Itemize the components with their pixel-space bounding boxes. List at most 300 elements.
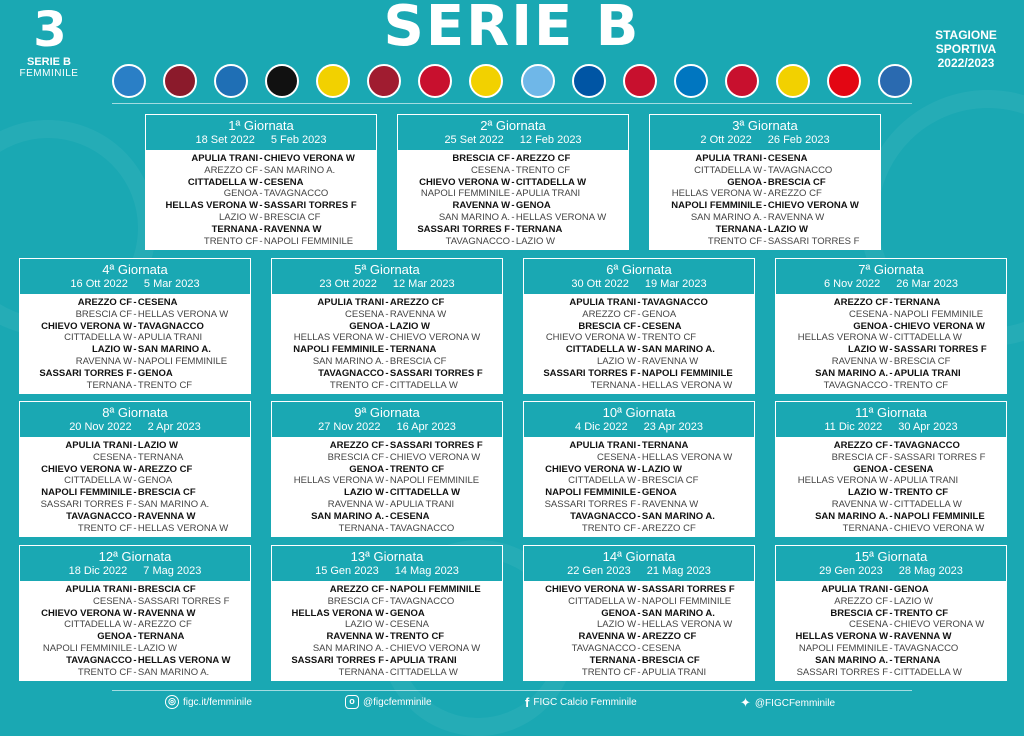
match-row	[776, 321, 1006, 333]
home-team: TAVAGNACCO	[66, 510, 133, 522]
match-separator: -	[385, 654, 389, 666]
return-leg-date: 30 Apr 2023	[898, 421, 958, 433]
first-leg-date: 23 Ott 2022	[319, 278, 377, 290]
away-team: GENOA	[137, 367, 173, 379]
match-row	[524, 643, 754, 655]
away-team: CESENA	[641, 320, 682, 332]
away-team: RAVENNA W	[137, 607, 196, 619]
team-crest-icon	[776, 64, 810, 98]
match-row	[272, 440, 502, 452]
home-team: CESENA	[93, 451, 133, 463]
match-row	[524, 321, 754, 333]
home-team: APULIA TRANI	[569, 297, 637, 308]
away-team: RAVENNA W	[893, 631, 952, 643]
away-team: SASSARI TORRES F	[389, 440, 483, 451]
match-row	[650, 200, 880, 212]
season-label	[916, 28, 1016, 70]
match-row	[20, 643, 250, 655]
team-crest-icon	[265, 64, 299, 98]
match-separator: -	[385, 475, 389, 487]
away-team: RAVENNA W	[641, 498, 699, 510]
away-team: TRENTO CF	[389, 463, 445, 475]
matchday-card	[775, 258, 1007, 394]
match-row	[776, 344, 1006, 356]
match-row	[272, 619, 502, 631]
match-separator: -	[637, 367, 641, 379]
home-team: TRENTO CF	[77, 522, 133, 534]
away-team: CHIEVO VERONA W	[893, 320, 985, 332]
match-row	[146, 153, 376, 165]
matchday-title: 1ª Giornata	[228, 118, 294, 133]
match-separator: -	[385, 607, 389, 619]
away-team: AREZZO CF	[515, 153, 571, 164]
match-row	[146, 165, 376, 177]
season-line1: STAGIONE	[935, 28, 997, 42]
match-separator: -	[511, 176, 515, 188]
away-team: RAVENNA W	[137, 510, 196, 522]
match-row	[272, 452, 502, 464]
away-team: HELLAS VERONA W	[641, 451, 733, 463]
return-leg-date: 5 Feb 2023	[270, 134, 327, 146]
match-list	[20, 296, 250, 391]
away-team: TAVAGNACCO	[389, 595, 455, 607]
match-row	[524, 584, 754, 596]
match-row	[272, 321, 502, 333]
match-separator: -	[511, 153, 515, 164]
home-team: SASSARI TORRES F	[796, 666, 889, 678]
match-row	[20, 511, 250, 523]
match-row	[650, 188, 880, 200]
away-team: NAPOLI FEMMINILE	[641, 367, 733, 379]
match-list	[524, 296, 754, 391]
instagram-icon: o	[345, 695, 359, 709]
match-row	[20, 356, 250, 368]
away-team: BRESCIA CF	[893, 355, 951, 367]
away-team: CESENA	[137, 297, 178, 308]
home-team: TERNANA	[86, 379, 133, 391]
matchday-card	[649, 114, 881, 250]
away-team: NAPOLI FEMMINILE	[263, 235, 354, 247]
match-row	[524, 309, 754, 321]
matchday-header	[776, 402, 1006, 439]
home-team: TRENTO CF	[77, 666, 133, 678]
match-separator: -	[637, 607, 641, 619]
home-team: CITTADELLA W	[568, 475, 637, 487]
footer-facebook[interactable]	[525, 695, 637, 710]
match-separator: -	[133, 344, 137, 356]
home-team: NAPOLI FEMMINILE	[293, 344, 385, 356]
matchday-title: 9ª Giornata	[354, 405, 420, 420]
away-team: CITTADELLA W	[389, 379, 458, 391]
match-separator: -	[133, 440, 137, 451]
match-list	[272, 439, 502, 534]
team-crest-icon	[878, 64, 912, 98]
match-row	[20, 499, 250, 511]
home-team: LAZIO W	[597, 355, 637, 367]
away-team: TRENTO CF	[389, 631, 445, 643]
match-separator: -	[889, 297, 893, 308]
match-row	[20, 608, 250, 620]
match-separator: -	[889, 654, 893, 666]
match-separator: -	[133, 666, 137, 678]
logo-line1: SERIE B	[26, 56, 71, 68]
match-separator: -	[637, 297, 641, 308]
away-team: APULIA TRANI	[641, 666, 707, 678]
away-team: TERNANA	[893, 654, 941, 666]
matchday-header	[776, 259, 1006, 296]
matchday-dates	[20, 278, 250, 291]
match-separator: -	[637, 308, 641, 320]
match-separator: -	[889, 510, 893, 522]
home-team: GENOA	[853, 463, 889, 475]
match-row	[20, 487, 250, 499]
match-row	[650, 224, 880, 236]
first-leg-date: 11 Dic 2022	[824, 421, 883, 433]
away-team: CHIEVO VERONA W	[263, 153, 355, 164]
matchday-dates	[524, 278, 754, 291]
match-separator: -	[763, 176, 767, 188]
match-separator: -	[637, 498, 641, 510]
match-separator: -	[133, 595, 137, 607]
match-separator: -	[133, 642, 137, 654]
matchday-title: 8ª Giornata	[102, 405, 168, 420]
away-team: LAZIO W	[137, 642, 177, 654]
match-row	[398, 212, 628, 224]
home-team: SAN MARINO A.	[690, 211, 763, 223]
match-row	[146, 200, 376, 212]
match-separator: -	[511, 223, 515, 235]
away-team: CHIEVO VERONA W	[893, 619, 985, 631]
match-row	[20, 297, 250, 309]
home-team: CHIEVO VERONA W	[41, 320, 133, 332]
match-separator: -	[385, 332, 389, 344]
return-leg-date: 26 Feb 2023	[767, 134, 830, 146]
match-separator: -	[259, 211, 263, 223]
match-row	[20, 368, 250, 380]
match-row	[650, 212, 880, 224]
first-leg-date: 6 Nov 2022	[823, 278, 881, 290]
match-separator: -	[889, 631, 893, 643]
footer	[0, 695, 1024, 715]
matchday-dates	[650, 134, 880, 147]
match-row	[524, 596, 754, 608]
home-team: RAVENNA W	[578, 631, 637, 643]
match-separator: -	[763, 153, 767, 164]
matchday-header	[398, 115, 628, 152]
match-separator: -	[889, 367, 893, 379]
away-team: TAVAGNACCO	[893, 642, 959, 654]
first-leg-date: 22 Gen 2023	[567, 565, 631, 577]
matchday-dates	[20, 421, 250, 434]
home-team: TERNANA	[338, 666, 385, 678]
match-separator: -	[259, 235, 263, 247]
match-separator: -	[385, 595, 389, 607]
home-team: RAVENNA W	[327, 498, 385, 510]
away-team: SASSARI TORRES F	[893, 344, 987, 356]
home-team: CITTADELLA W	[565, 344, 637, 356]
match-row	[272, 523, 502, 535]
away-team: BRESCIA CF	[137, 584, 196, 595]
away-team: CITTADELLA W	[515, 176, 587, 188]
match-separator: -	[511, 164, 515, 176]
team-crest-icon	[214, 64, 248, 98]
matchday-header	[272, 546, 502, 583]
home-team: LAZIO W	[91, 344, 133, 356]
away-team: TERNANA	[137, 631, 185, 643]
match-row	[398, 165, 628, 177]
home-team: SASSARI TORRES F	[543, 367, 637, 379]
match-row	[524, 511, 754, 523]
matchday-dates	[776, 278, 1006, 291]
home-team: SAN MARINO A.	[312, 355, 385, 367]
match-row	[20, 380, 250, 392]
footer-instagram[interactable]	[345, 695, 432, 709]
return-leg-date: 16 Apr 2023	[396, 421, 456, 433]
home-team: CITTADELLA W	[64, 475, 133, 487]
home-team: CHIEVO VERONA W	[419, 176, 511, 188]
match-row	[776, 608, 1006, 620]
first-leg-date: 25 Set 2022	[444, 134, 504, 146]
match-row	[272, 344, 502, 356]
match-row	[776, 452, 1006, 464]
home-team: NAPOLI FEMMINILE	[671, 200, 763, 212]
home-team: CESENA	[849, 308, 889, 320]
home-team: HELLAS VERONA W	[165, 200, 259, 212]
match-row	[20, 619, 250, 631]
footer-twitter[interactable]	[740, 695, 835, 711]
home-team: APULIA TRANI	[569, 440, 637, 451]
home-team: CITTADELLA W	[568, 595, 637, 607]
match-separator: -	[763, 164, 767, 176]
match-separator: -	[385, 440, 389, 451]
home-team: LAZIO W	[219, 211, 259, 223]
match-separator: -	[763, 211, 767, 223]
match-row	[776, 584, 1006, 596]
match-row	[272, 511, 502, 523]
matchday-header	[272, 259, 502, 296]
match-separator: -	[259, 188, 263, 200]
match-separator: -	[133, 631, 137, 643]
matchday-card	[397, 114, 629, 250]
match-separator: -	[133, 619, 137, 631]
away-team: CESENA	[389, 619, 429, 631]
match-list	[398, 152, 628, 247]
home-team: RAVENNA W	[831, 498, 889, 510]
home-team: TAVAGNACCO	[571, 642, 637, 654]
match-separator: -	[133, 297, 137, 308]
match-separator: -	[637, 379, 641, 391]
footer-website-text: figc.it/femminile	[183, 696, 252, 708]
matchday-dates	[398, 134, 628, 147]
match-row	[650, 177, 880, 189]
away-team: TERNANA	[893, 297, 941, 308]
home-team: AREZZO CF	[329, 584, 385, 595]
team-crest-icon	[623, 64, 657, 98]
match-separator: -	[889, 320, 893, 332]
home-team: APULIA TRANI	[821, 584, 889, 595]
footer-website[interactable]	[165, 695, 252, 709]
home-team: TERNANA	[589, 654, 637, 666]
match-separator: -	[385, 308, 389, 320]
home-team: CESENA	[345, 308, 385, 320]
match-row	[20, 523, 250, 535]
match-row	[524, 344, 754, 356]
home-team: GENOA	[601, 607, 637, 619]
matchday-header	[20, 259, 250, 296]
match-row	[398, 200, 628, 212]
home-team: TERNANA	[211, 223, 259, 235]
matchday-title: 3ª Giornata	[732, 118, 798, 133]
home-team: BRESCIA CF	[452, 153, 511, 164]
match-separator: -	[637, 463, 641, 475]
match-separator: -	[889, 475, 893, 487]
match-separator: -	[637, 344, 641, 356]
match-separator: -	[889, 642, 893, 654]
home-team: AREZZO CF	[833, 297, 889, 308]
team-crest-icon	[469, 64, 503, 98]
home-team: APULIA TRANI	[65, 440, 133, 451]
match-row	[650, 236, 880, 248]
away-team: BRESCIA CF	[137, 487, 196, 499]
match-row	[776, 631, 1006, 643]
away-team: LAZIO W	[641, 463, 683, 475]
home-team: GENOA	[727, 176, 763, 188]
match-separator: -	[133, 451, 137, 463]
match-row	[272, 655, 502, 667]
match-separator: -	[889, 498, 893, 510]
away-team: SASSARI TORRES F	[263, 200, 357, 212]
away-team: NAPOLI FEMMINILE	[893, 308, 984, 320]
away-team: SAN MARINO A.	[137, 344, 211, 356]
match-row	[776, 440, 1006, 452]
away-team: APULIA TRANI	[137, 332, 203, 344]
matchday-header	[20, 402, 250, 439]
first-leg-date: 4 Dic 2022	[575, 421, 628, 433]
matchday-dates	[776, 421, 1006, 434]
match-row	[20, 667, 250, 679]
match-row	[776, 523, 1006, 535]
away-team: GENOA	[641, 308, 677, 320]
match-separator: -	[511, 235, 515, 247]
home-team: CESENA	[471, 164, 511, 176]
away-team: RAVENNA W	[767, 211, 825, 223]
match-list	[650, 152, 880, 247]
home-team: NAPOLI FEMMINILE	[420, 188, 511, 200]
match-row	[272, 499, 502, 511]
match-separator: -	[889, 451, 893, 463]
away-team: BRESCIA CF	[263, 211, 321, 223]
return-leg-date: 23 Apr 2023	[643, 421, 703, 433]
away-team: APULIA TRANI	[515, 188, 581, 200]
match-separator: -	[385, 355, 389, 367]
home-team: RAVENNA W	[831, 355, 889, 367]
home-team: TAVAGNACCO	[570, 510, 637, 522]
away-team: SAN MARINO A.	[263, 164, 336, 176]
match-row	[20, 440, 250, 452]
match-separator: -	[889, 595, 893, 607]
team-crest-icon	[112, 64, 146, 98]
away-team: TAVAGNACCO	[389, 522, 455, 534]
match-separator: -	[889, 584, 893, 595]
match-row	[524, 487, 754, 499]
match-row	[20, 452, 250, 464]
return-leg-date: 21 Mag 2023	[646, 565, 711, 577]
away-team: APULIA TRANI	[893, 367, 961, 379]
home-team: GENOA	[349, 463, 385, 475]
matchday-dates	[272, 565, 502, 578]
home-team: RAVENNA W	[75, 355, 133, 367]
away-team: BRESCIA CF	[767, 176, 826, 188]
home-team: CHIEVO VERONA W	[545, 463, 637, 475]
match-separator: -	[385, 522, 389, 534]
match-separator: -	[889, 463, 893, 475]
match-separator: -	[385, 451, 389, 463]
away-team: TAVAGNACCO	[263, 188, 329, 200]
away-team: TERNANA	[389, 344, 437, 356]
match-row	[524, 523, 754, 535]
home-team: CHIEVO VERONA W	[41, 463, 133, 475]
matchday-card	[19, 401, 251, 537]
match-separator: -	[133, 308, 137, 320]
match-separator: -	[889, 619, 893, 631]
match-separator: -	[385, 297, 389, 308]
match-separator: -	[133, 379, 137, 391]
away-team: CHIEVO VERONA W	[389, 451, 481, 463]
matchday-card	[775, 545, 1007, 681]
page-title: SERIE B	[383, 0, 641, 59]
away-team: LAZIO W	[893, 595, 933, 607]
match-separator: -	[637, 332, 641, 344]
match-separator: -	[133, 498, 137, 510]
matchday-title: 12ª Giornata	[98, 549, 172, 564]
away-team: LAZIO W	[515, 235, 555, 247]
match-row	[20, 596, 250, 608]
match-list	[776, 439, 1006, 534]
away-team: GENOA	[515, 200, 551, 212]
match-row	[524, 667, 754, 679]
match-row	[20, 475, 250, 487]
match-row	[776, 368, 1006, 380]
match-row	[776, 309, 1006, 321]
home-team: SASSARI TORRES F	[417, 223, 511, 235]
match-row	[272, 464, 502, 476]
away-team: APULIA TRANI	[389, 654, 457, 666]
matchday-title: 14ª Giornata	[602, 549, 676, 564]
match-row	[524, 332, 754, 344]
away-team: HELLAS VERONA W	[641, 379, 733, 391]
away-team: SAN MARINO A.	[641, 607, 715, 619]
footer-instagram-text: @figcfemminile	[363, 696, 432, 708]
away-team: AREZZO CF	[389, 297, 445, 308]
home-team: CITTADELLA W	[64, 332, 133, 344]
matchday-header	[524, 259, 754, 296]
match-list	[524, 583, 754, 678]
home-team: TAVAGNACCO	[318, 367, 385, 379]
match-separator: -	[763, 200, 767, 212]
matchday-card	[523, 545, 755, 681]
matchday-title: 11ª Giornata	[855, 405, 927, 420]
home-team: NAPOLI FEMMINILE	[42, 642, 133, 654]
matchday-header	[776, 546, 1006, 583]
match-row	[650, 153, 880, 165]
match-separator: -	[637, 631, 641, 643]
home-team: LAZIO W	[343, 487, 385, 499]
match-separator: -	[385, 367, 389, 379]
match-separator: -	[259, 153, 263, 164]
match-row	[398, 177, 628, 189]
match-separator: -	[259, 223, 263, 235]
away-team: TRENTO CF	[893, 379, 949, 391]
